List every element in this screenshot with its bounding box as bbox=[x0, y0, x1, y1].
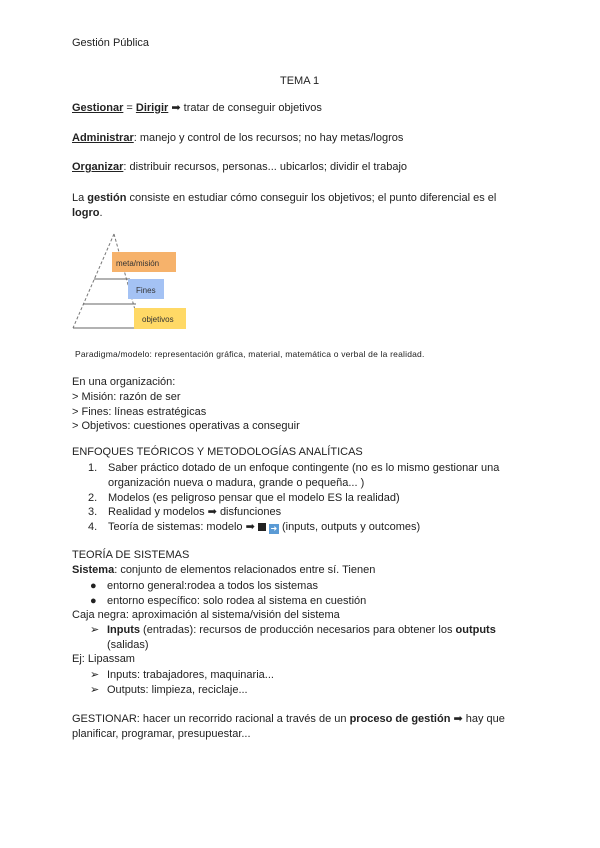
blue-arrow-icon: ➜ bbox=[270, 524, 278, 534]
arrowhead-icon: ➢ bbox=[90, 669, 100, 681]
term-dirigir: Dirigir bbox=[135, 102, 169, 114]
pyramid-diagram bbox=[70, 232, 200, 332]
diagram-caption: Paradigma/modelo: representación gráfica, material, matemática o verbal de la realidad. bbox=[75, 349, 425, 359]
fines-label: Fines bbox=[136, 286, 156, 295]
org-item: > Objetivos: cuestiones operativas a conseguir bbox=[72, 420, 300, 433]
list-item: 1. Saber práctico dotado de un enfoque contingente (no es lo mismo gestionar una bbox=[88, 462, 500, 474]
list-item: ➢ Outputs: limpieza, reciclaje... bbox=[90, 683, 248, 696]
black-square-icon bbox=[258, 523, 266, 531]
inputs-item: ➢ Inputs (entradas): recursos de producción necesarios para obtener los outputs (salidas) bbox=[90, 624, 496, 651]
def-gestionar: Gestionar = Dirigir ➡ tratar de conseguir objetivos bbox=[72, 102, 322, 114]
objetivos-label: objetivos bbox=[142, 315, 174, 324]
list-item-cont: organización nueva o madura, grande o pequeña... ) bbox=[108, 476, 365, 489]
list-item: ➢ Inputs: trabajadores, maquinaria... bbox=[90, 669, 274, 681]
list-item: ● entorno específico: solo rodea al sistema en cuestión bbox=[90, 594, 367, 607]
arrow-icon: ➡ bbox=[168, 102, 184, 114]
caja-negra: Caja negra: aproximación al sistema/visión del sistema bbox=[72, 609, 340, 621]
def-administrar: Administrar: manejo y control de los recursos; no hay metas/logros bbox=[72, 132, 404, 144]
ejemplo: Ej: Lipassam bbox=[72, 653, 135, 665]
enfoques-heading: ENFOQUES TEÓRICOS Y METODOLOGÍAS ANALÍTICAS bbox=[72, 446, 363, 458]
list-item: ● entorno general:rodea a todos los sistemas bbox=[90, 580, 318, 592]
sistema-bullets bbox=[90, 579, 366, 609]
meta-label: meta/misión bbox=[116, 259, 160, 268]
enfoques-list bbox=[88, 461, 499, 535]
gestion-paragraph: La gestión consiste en estudiar cómo conseguir los objetivos; el punto diferencial es el logro. bbox=[72, 192, 497, 219]
list-item: 2. Modelos (es peligroso pensar que el modelo ES la realidad) bbox=[88, 491, 400, 504]
final-paragraph: GESTIONAR: hacer un recorrido racional a través de un proceso de gestión ➡ hay que planificar, programar, presupuestar... bbox=[72, 713, 505, 740]
org-section bbox=[72, 375, 300, 434]
org-item: > Misión: razón de ser bbox=[72, 390, 181, 403]
term-organizar: Organizar bbox=[72, 161, 124, 173]
term-gestionar: Gestionar bbox=[72, 102, 124, 114]
arrowhead-icon: ➢ bbox=[90, 683, 100, 696]
sistema-def: Sistema: conjunto de elementos relacionados entre sí. Tienen bbox=[72, 564, 376, 576]
org-item: > Fines: líneas estratégicas bbox=[72, 405, 207, 418]
teoria-heading: TEORÍA DE SISTEMAS bbox=[72, 549, 190, 561]
def-organizar: Organizar: distribuir recursos, personas... ubicarlos; dividir el trabajo bbox=[72, 161, 408, 173]
list-item: 4. Teoría de sistemas: modelo ➡ ➜ (inputs, outputs y outcomes) bbox=[88, 521, 421, 534]
org-intro: En una organización: bbox=[72, 376, 176, 388]
header-title: Gestión Pública bbox=[72, 37, 150, 49]
arrowhead-icon: ➢ bbox=[90, 624, 100, 636]
term-administrar: Administrar bbox=[72, 132, 134, 144]
doc-title: TEMA 1 bbox=[280, 75, 320, 87]
list-item: 3. Realidad y modelos ➡ disfunciones bbox=[88, 506, 282, 519]
ejemplo-items bbox=[90, 668, 274, 698]
